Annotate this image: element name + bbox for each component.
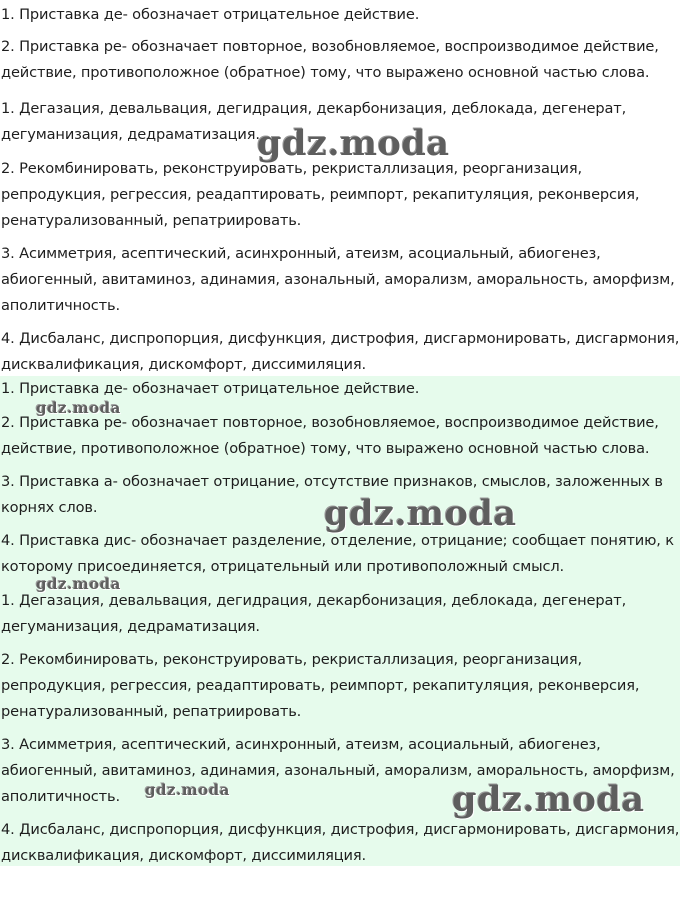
rule-line: 1. Приставка де- обозначает отрицательное действие. <box>1 6 420 23</box>
answer-line: абиогенный, авитаминоз, адинамия, азональный, аморализм, аморальность, аморфизм, <box>1 762 675 779</box>
answer-line: дисквалификация, дискомфорт, диссимиляция. <box>1 356 367 373</box>
answer-line: ренатурализованный, репатриировать. <box>1 212 302 229</box>
rule-line: которому присоединяется, отрицательный или противоположный смысл. <box>1 558 565 575</box>
rule-line: 3. Приставка а- обозначает отрицание, отсутствие признаков, смыслов, заложенных в <box>1 473 663 490</box>
watermark-logo: gdz.moda <box>36 399 121 417</box>
answer-line: 4. Дисбаланс, диспропорция, дисфункция, дистрофия, дисгармонировать, дисгармония, <box>1 821 680 838</box>
watermark-logo: gdz.moda <box>324 493 517 534</box>
answer-line: 3. Асимметрия, асептический, асинхронный, атеизм, асоциальный, абиогенез, <box>1 736 601 753</box>
answer-line: 2. Рекомбинировать, реконструировать, рекристаллизация, реорганизация, <box>1 160 582 177</box>
answer-line: 2. Рекомбинировать, реконструировать, рекристаллизация, реорганизация, <box>1 651 582 668</box>
answer-line: дисквалификация, дискомфорт, диссимиляция. <box>1 847 367 864</box>
answer-line: репродукция, регрессия, реадаптировать, реимпорт, рекапитуляция, реконверсия, <box>1 677 640 694</box>
answer-line: 1. Дегазация, девальвация, дегидрация, декарбонизация, деблокада, дегенерат, <box>1 100 627 117</box>
rule-line: корнях слов. <box>1 499 98 516</box>
answer-line: 1. Дегазация, девальвация, дегидрация, декарбонизация, деблокада, дегенерат, <box>1 592 627 609</box>
answer-line: ренатурализованный, репатриировать. <box>1 703 302 720</box>
rule-line: 2. Приставка ре- обозначает повторное, возобновляемое, воспроизводимое действие, <box>1 414 659 431</box>
rule-line: 4. Приставка дис- обозначает разделение, отделение, отрицание; сообщает понятию, к <box>1 532 674 549</box>
rule-line: действие, противоположное (обратное) тому, что выражено основной частью слова. <box>1 440 650 457</box>
answer-line: дегуманизация, дедраматизация. <box>1 126 260 143</box>
answer-line: абиогенный, авитаминоз, адинамия, азональный, аморализм, аморальность, аморфизм, <box>1 271 675 288</box>
watermark-logo: gdz.moda <box>452 779 645 820</box>
watermark-logo: gdz.moda <box>257 123 450 164</box>
rule-line: действие, противоположное (обратное) тому, что выражено основной частью слова. <box>1 64 650 81</box>
answer-line: 3. Асимметрия, асептический, асинхронный, атеизм, асоциальный, абиогенез, <box>1 245 601 262</box>
answer-line: аполитичность. <box>1 788 120 805</box>
answer-line: 4. Дисбаланс, диспропорция, дисфункция, дистрофия, дисгармонировать, дисгармония, <box>1 330 680 347</box>
answer-line: дегуманизация, дедраматизация. <box>1 618 260 635</box>
rule-line: 2. Приставка ре- обозначает повторное, возобновляемое, воспроизводимое действие, <box>1 38 659 55</box>
rule-line: 1. Приставка де- обозначает отрицательное действие. <box>1 380 420 397</box>
answer-line: аполитичность. <box>1 297 120 314</box>
watermark-logo: gdz.moda <box>145 781 230 799</box>
answer-line: репродукция, регрессия, реадаптировать, реимпорт, рекапитуляция, реконверсия, <box>1 186 640 203</box>
watermark-logo: gdz.moda <box>36 575 121 593</box>
